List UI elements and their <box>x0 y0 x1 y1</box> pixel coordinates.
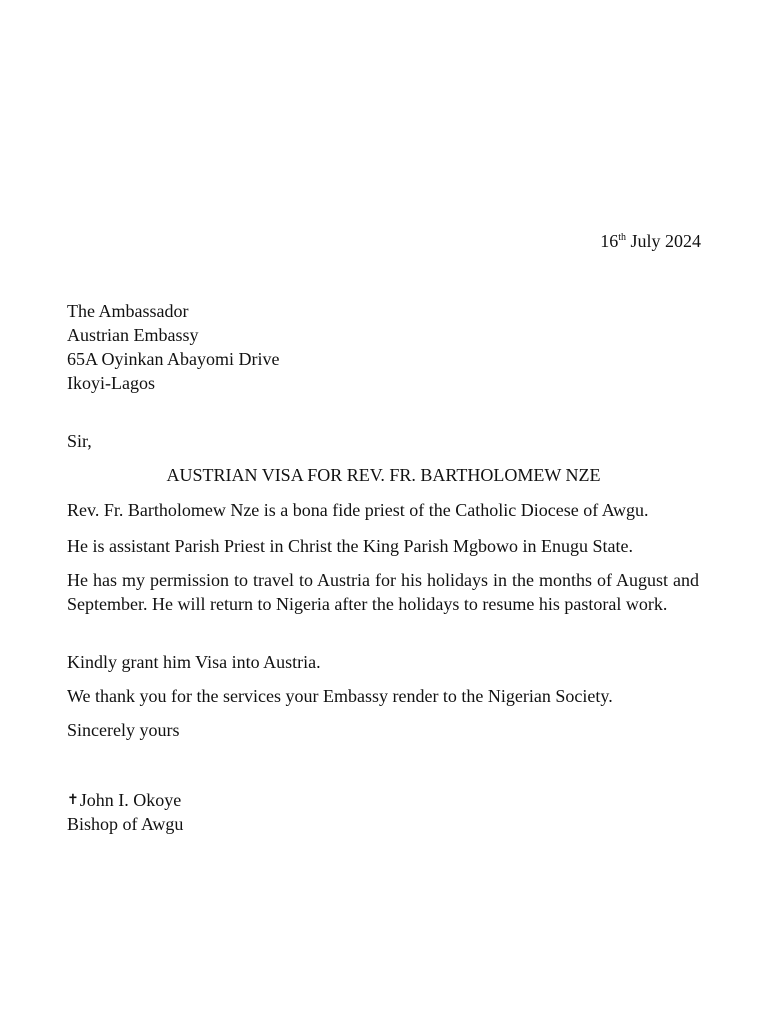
signatory-title: Bishop of Awgu <box>67 814 184 834</box>
signatory-name: John I. Okoye <box>79 790 182 810</box>
date-suffix: th <box>618 232 626 243</box>
recipient-line-4: Ikoyi-Lagos <box>67 373 155 393</box>
body-paragraph-3: He has my permission to travel to Austria for his holidays in the months of August and September. He will return to Nigeria after the holidays to resume his pastoral work. <box>67 570 699 614</box>
cross-icon: ✝ <box>67 792 79 808</box>
body-paragraph-4: Kindly grant him Visa into Austria. <box>67 652 321 672</box>
letter-date <box>600 229 701 253</box>
body-paragraph-5: We thank you for the services your Embassy render to the Nigerian Society. <box>67 686 613 706</box>
recipient-line-3: 65A Oyinkan Abayomi Drive <box>67 349 280 369</box>
date-day: 16 <box>600 231 619 251</box>
recipient-line-1: The Ambassador <box>67 301 189 321</box>
body-paragraph-2: He is assistant Parish Priest in Christ the King Parish Mgbowo in Enugu State. <box>67 536 633 556</box>
subject-heading: AUSTRIAN VISA FOR REV. FR. BARTHOLOMEW NZE <box>166 465 601 485</box>
salutation: Sir, <box>67 431 92 451</box>
recipient-line-2: Austrian Embassy <box>67 325 199 345</box>
closing: Sincerely yours <box>67 720 180 740</box>
signatory-name-line <box>67 788 181 812</box>
body-paragraph-1: Rev. Fr. Bartholomew Nze is a bona fide priest of the Catholic Diocese of Awgu. <box>67 500 649 520</box>
date-rest: July 2024 <box>625 231 701 251</box>
